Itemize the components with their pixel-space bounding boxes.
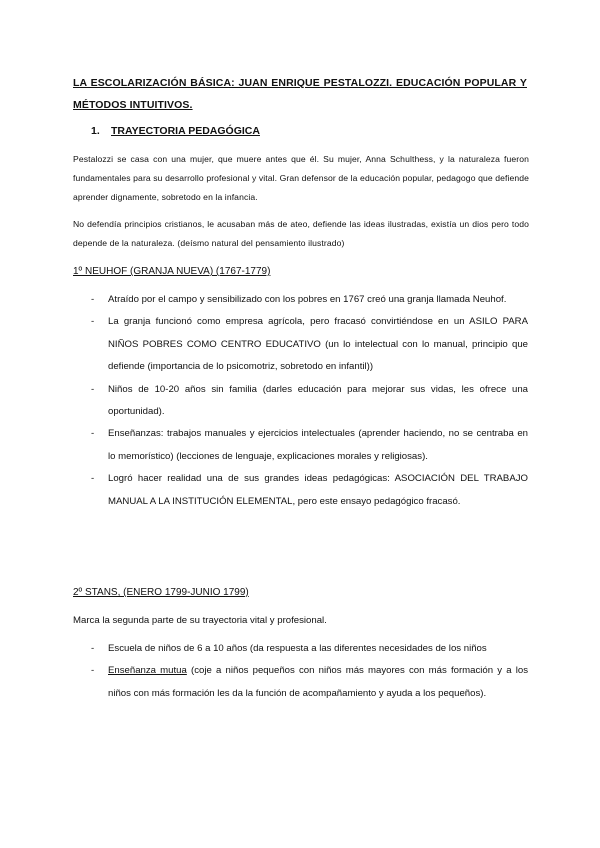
list-item-lead: Enseñanza mutua: [108, 665, 187, 677]
document-title: LA ESCOLARIZACIÓN BÁSICA: JUAN ENRIQUE PESTALOZZI. EDUCACIÓN POPULAR Y MÉTODOS INTUITIVOS.: [73, 77, 527, 111]
paragraph-intro: Pestalozzi se casa con una mujer, que muere antes que él. Su mujer, Anna Schulthess, y la naturaleza fueron fundamentales para su desarrollo profesional y vital. Gran defensor de la educación popular, pedagogo que defiende aprender dignamente, sobretodo en la infancia.: [73, 154, 529, 202]
list-item: [91, 660, 528, 705]
list-item: [91, 379, 528, 424]
list-item-text: Niños de 10-20 años sin familia (darles educación para mejorar sus vidas, les ofrece una oportunidad).: [108, 383, 528, 418]
section-heading-trayectoria: [91, 124, 260, 138]
list-item: [91, 311, 528, 378]
list-item-text: (coje a niños pequeños con niños más mayores con más formación y a los niños con más formación les da la función de acompañamiento y ayuda a los pequeños).: [108, 665, 529, 699]
list-item-text: Logró hacer realidad una de sus grandes ideas pedagógicas: ASOCIACIÓN DEL TRABAJO MANUAL A LA INSTITUCIÓN ELEMENTAL, pero este ensayo pedagógico fracasó.: [108, 473, 528, 507]
list-item: [91, 289, 528, 311]
stans-list: [91, 638, 528, 705]
bullet-dash: -: [91, 473, 95, 485]
list-item: [91, 423, 528, 468]
list-item-text: La granja funcionó como empresa agrícola, pero fracasó convirtiéndose en un ASILO PARA NIÑOS POBRES COMO CENTRO EDUCATIVO (un lo intelectual con lo manual, principio que defiende (importancia de lo psicomotriz, sobretodo en infantil)): [108, 316, 528, 373]
neuhof-list: [91, 289, 528, 513]
paragraph-deism: No defendía principios cristianos, le acusaban más de ateo, defiende las ideas ilustradas, existía un dios pero todo depende de la naturaleza. (deísmo natural del pensamiento ilustrado): [73, 219, 529, 248]
bullet-dash: -: [91, 428, 95, 440]
stans-intro: Marca la segunda parte de su trayectoria vital y profesional.: [73, 615, 327, 626]
section-number: 1.: [91, 125, 100, 137]
bullet-dash: -: [91, 294, 95, 305]
list-item: [91, 468, 528, 513]
list-item-text: Escuela de niños de 6 a 10 años (da respuesta a las diferentes necesidades de los niños: [108, 643, 487, 654]
list-item-text: Enseñanzas: trabajos manuales y ejercicios intelectuales (aprender haciendo, no se centraba en lo memorístico) (lecciones de lenguaje, explicaciones morales y religiosas).: [108, 428, 528, 462]
list-item-text: Atraído por el campo y sensibilizado con los pobres en 1767 creó una granja llamada Neuhof.: [108, 294, 507, 305]
neuhof-heading: 1º NEUHOF (GRANJA NUEVA) (1767-1779): [73, 266, 271, 277]
section-title: TRAYECTORIA PEDAGÓGICA: [111, 125, 260, 137]
bullet-dash: -: [91, 383, 95, 395]
bullet-dash: -: [91, 665, 95, 677]
list-item: [91, 638, 528, 660]
bullet-dash: -: [91, 643, 95, 654]
stans-heading: 2º STANS, (ENERO 1799-JUNIO 1799): [73, 587, 249, 598]
bullet-dash: -: [91, 316, 95, 328]
